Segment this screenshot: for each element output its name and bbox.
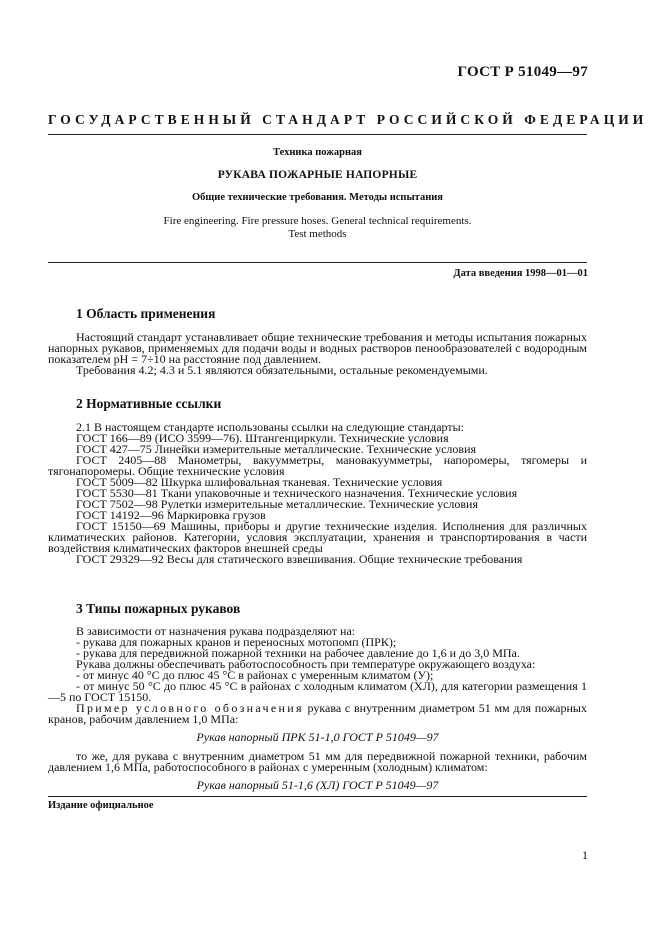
section-2-heading: 2 Нормативные ссылки	[76, 396, 222, 411]
english-title	[48, 215, 587, 241]
section-3-heading: 3 Типы пожарных рукавов	[76, 601, 241, 616]
section-1-paragraph-1: Настоящий стандарт устанавливает общие технические требования и методы испытания пожарных напорных рукавов, применяемых для подачи воды и водных растворов пенообразователей с водородным показателем pH = 7÷10 на расстояние под давлением.	[48, 330, 587, 366]
middle-divider	[48, 262, 587, 263]
reference-item: ГОСТ 14192—96 Маркировка грузов	[76, 508, 266, 522]
designation-example-label: Пример условного обозначения	[76, 701, 304, 715]
bottom-divider	[48, 796, 587, 797]
designation-code-1: Рукав напорный ПРК 51-1,0 ГОСТ Р 51049—97	[196, 730, 439, 744]
hose-type-item: - рукава для передвижной пожарной техники на рабочее давление до 1,6 и до 3,0 МПа.	[76, 646, 520, 660]
section-3-intro: В зависимости от назначения рукава подразделяют на:	[76, 624, 356, 638]
reference-item: ГОСТ 2405—88 Манометры, вакуумметры, мановакуумметры, напоромеры, тягомеры и тягонапоромеры. Общие технические условия	[48, 453, 587, 478]
designation-example-paragraph	[48, 703, 587, 725]
reference-item: ГОСТ 29329—92 Весы для статического взвешивания. Общие технические требования	[76, 552, 523, 566]
designation-example-2: то же, для рукава с внутренним диаметром 51 мм для передвижной пожарной техники, рабочим давлением 1,6 МПа, работоспособного в районах с умеренным (холодным) климатом:	[48, 749, 587, 774]
page-number: 1	[582, 848, 588, 862]
official-edition-label: Издание официальное	[48, 800, 154, 811]
section-1-heading: 1 Область применения	[76, 306, 216, 321]
reference-item: ГОСТ 15150—69 Машины, приборы и другие технические изделия. Исполнения для различных климатических районов. Категории, условия эксплуатации, хранения и транспортирования в части воздействия климатических факторов внешней среды	[48, 519, 587, 555]
reference-item: ГОСТ 7502—98 Рулетки измерительные металлические. Технические условия	[76, 497, 478, 511]
reference-item: ГОСТ 166—89 (ИСО 3599—76). Штангенциркули. Технические условия	[76, 431, 449, 445]
doc-number: ГОСТ Р 51049—97	[457, 64, 588, 80]
section-1-paragraph-2: Требования 4.2; 4.3 и 5.1 являются обязательными, остальные рекомендуемыми.	[76, 363, 488, 377]
state-standard-heading: ГОСУДАРСТВЕННЫЙ СТАНДАРТ РОССИЙСКОЙ ФЕДЕРАЦИИ	[48, 112, 648, 127]
reference-item: ГОСТ 427—75 Линейки измерительные металлические. Технические условия	[76, 442, 477, 456]
document-title: РУКАВА ПОЖАРНЫЕ НАПОРНЫЕ	[217, 169, 418, 181]
reference-item: ГОСТ 5530—81 Ткани упаковочные и технического назначения. Технические условия	[76, 486, 518, 500]
section-2-intro: 2.1 В настоящем стандарте использованы ссылки на следующие стандарты:	[76, 420, 465, 434]
section-3-body	[48, 626, 587, 791]
reference-item: ГОСТ 5009—82 Шкурка шлифовальная тканевая. Технические условия	[76, 475, 443, 489]
hose-type-item: - рукава для пожарных кранов и переносных мотопомп (ПРК);	[76, 635, 397, 649]
document-subtitle: Общие технические требования. Методы испытания	[192, 192, 443, 203]
english-title-line-2: Test methods	[288, 228, 347, 240]
temperature-item: - от минус 50 °С до плюс 45 °С в районах с холодным климатом (ХЛ), для категории размещения 1—5 по ГОСТ 15150.	[48, 679, 587, 704]
temperature-intro: Рукава должны обеспечивать работоспособность при температуре окружающего воздуха:	[76, 657, 536, 671]
subject-line: Техника пожарная	[273, 147, 362, 158]
introduction-date: Дата введения 1998—01—01	[453, 268, 588, 279]
section-2-body	[48, 422, 587, 565]
designation-code-2: Рукав напорный 51-1,6 (ХЛ) ГОСТ Р 51049—97	[196, 778, 439, 792]
section-1-body	[48, 332, 587, 376]
english-title-line-1: Fire engineering. Fire pressure hoses. General technical requirements.	[163, 215, 472, 227]
designation-example-text: рукава с внутренним диаметром 51 мм для пожарных кранов, рабочим давлением 1,0 МПа:	[48, 701, 587, 726]
top-divider	[48, 134, 587, 135]
temperature-item: - от минус 40 °С до плюс 45 °С в районах с умеренным климатом (У);	[76, 668, 434, 682]
